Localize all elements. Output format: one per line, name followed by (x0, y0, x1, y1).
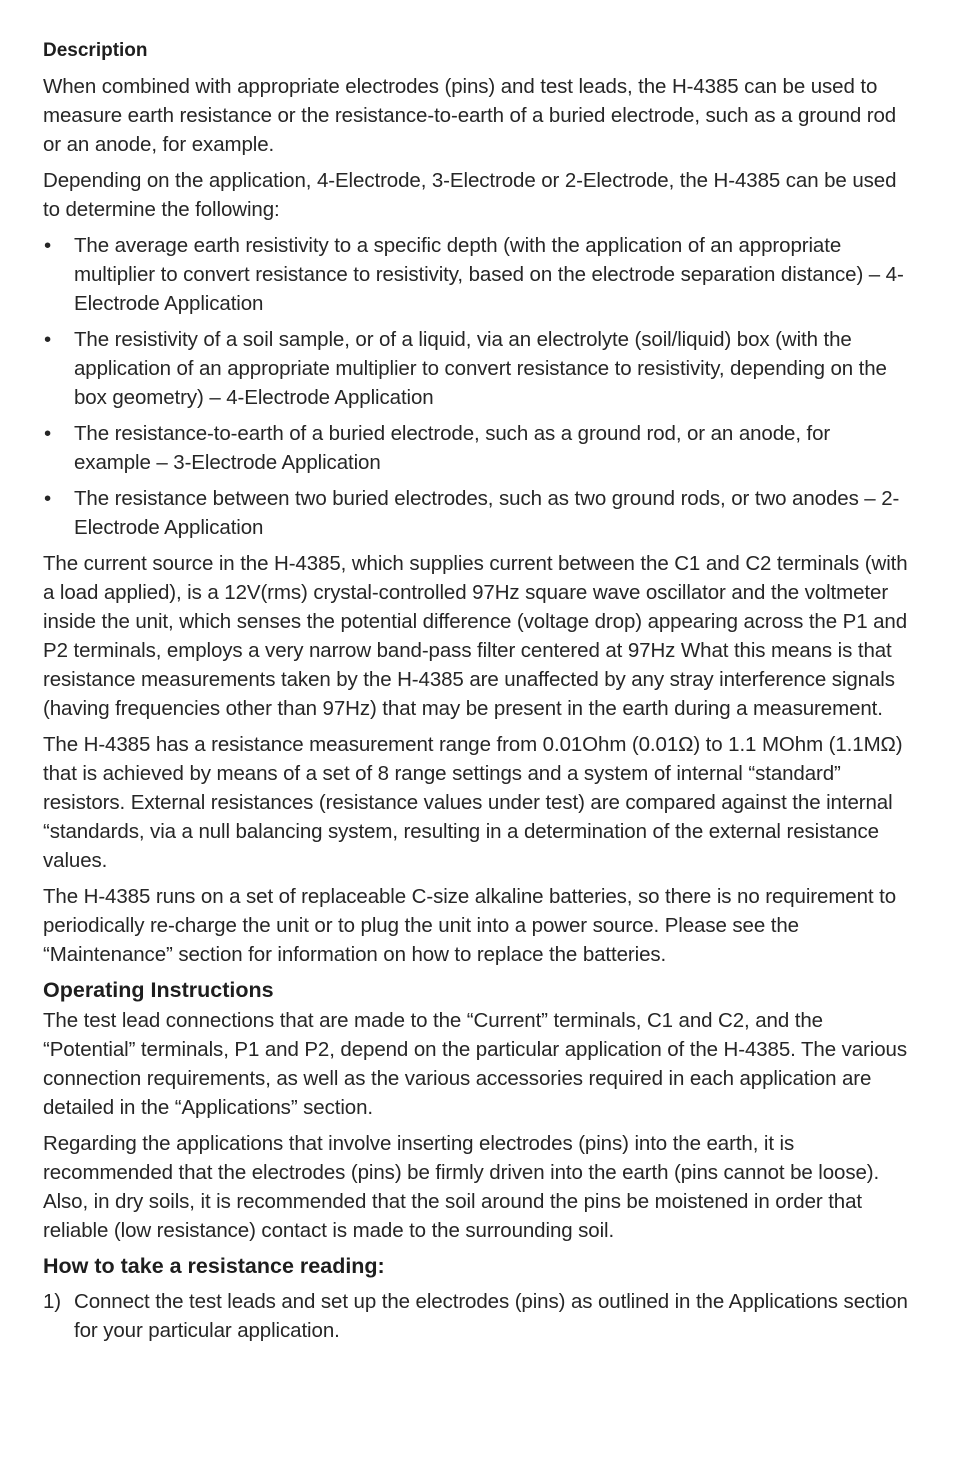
bullet-item-2-electrode (43, 484, 910, 542)
bullet-item-4-electrode-earth (43, 231, 910, 318)
bullet-item-4-electrode-soil-box (43, 325, 910, 412)
description-paragraph-2: Depending on the application, 4-Electrode, 3-Electrode or 2-Electrode, the H-4385 can be used to determine the following: (43, 169, 897, 221)
bullet-text: The resistance between two buried electrodes, such as two ground rods, or two anodes – 2-Electrode Application (74, 487, 900, 539)
bullet-item-3-electrode (43, 419, 910, 477)
current-source-paragraph: The current source in the H-4385, which supplies current between the C1 and C2 terminals (with a load applied), is a 12V(rms) crystal-controlled 97Hz square wave oscillator and the voltmeter inside the unit, which senses the potential difference (voltage drop) appearing across the P1 and P2 terminals, employs a very narrow band-pass filter centered at 97Hz What this means is that resistance measurements taken by the H-4385 are unaffected by any stray interference signals (having frequencies other than 97Hz) that may be present in the earth during a measurement. (43, 552, 908, 720)
bullet-text: The average earth resistivity to a specific depth (with the application of an appropriate multiplier to convert resistance to resistivity, based on the electrode separation distance) – 4-Electrode Application (74, 234, 904, 315)
operating-instructions-heading: Operating Instructions (43, 978, 274, 1002)
description-heading: Description (43, 40, 148, 61)
description-paragraph-1: When combined with appropriate electrodes (pins) and test leads, the H-4385 can be used to measure earth resistance or the resistance-to-earth of a buried electrode, such as a ground rod or an anode, for example. (43, 75, 897, 156)
step-number: 1) (43, 1290, 62, 1313)
operating-paragraph-1: The test lead connections that are made to the “Current” terminals, C1 and C2, and the “Potential” terminals, P1 and P2, depend on the particular application of the H-4385. The various connection requirements, as well as the various accessories required in each application are detailed in the “Applications” section. (43, 1009, 907, 1119)
step-item-1 (43, 1287, 910, 1345)
measurement-range-paragraph: The H-4385 has a resistance measurement range from 0.01Ohm (0.01Ω) to 1.1 MOhm (1.1MΩ) that is achieved by means of a set of 8 range settings and a system of internal “standard” resistors. External resistances (resistance values under test) are compared against the internal “standards, via a null balancing system, resulting in a determination of the external resistance values. (43, 733, 903, 872)
step-text: Connect the test leads and set up the electrodes (pins) as outlined in the Applications section for your particular application. (74, 1290, 908, 1342)
bullet-marker: • (44, 487, 52, 510)
operating-paragraph-2: Regarding the applications that involve inserting electrodes (pins) into the earth, it is recommended that the electrodes (pins) be firmly driven into the earth (pins cannot be loose). Also, in dry soils, it is recommended that the soil around the pins be moistened in order that reliable (low resistance) contact is made to the surrounding soil. (43, 1132, 880, 1242)
bullet-marker: • (44, 422, 52, 445)
how-to-heading: How to take a resistance reading: (43, 1254, 385, 1278)
bullet-text: The resistivity of a soil sample, or of a liquid, via an electrolyte (soil/liquid) box (with the application of an appropriate multiplier to convert resistance to resistivity, depending on the box geometry) – 4-Electrode Application (74, 328, 887, 409)
batteries-paragraph: The H-4385 runs on a set of replaceable C-size alkaline batteries, so there is no requirement to periodically re-charge the unit or to plug the unit into a power source. Please see the “Maintenance” section for information on how to replace the batteries. (43, 885, 897, 966)
bullet-text: The resistance-to-earth of a buried electrode, such as a ground rod, or an anode, for example – 3-Electrode Application (74, 422, 831, 474)
steps-list (43, 1287, 910, 1345)
bullet-marker: • (44, 328, 52, 351)
application-bullet-list (43, 231, 910, 542)
bullet-marker: • (44, 234, 52, 257)
